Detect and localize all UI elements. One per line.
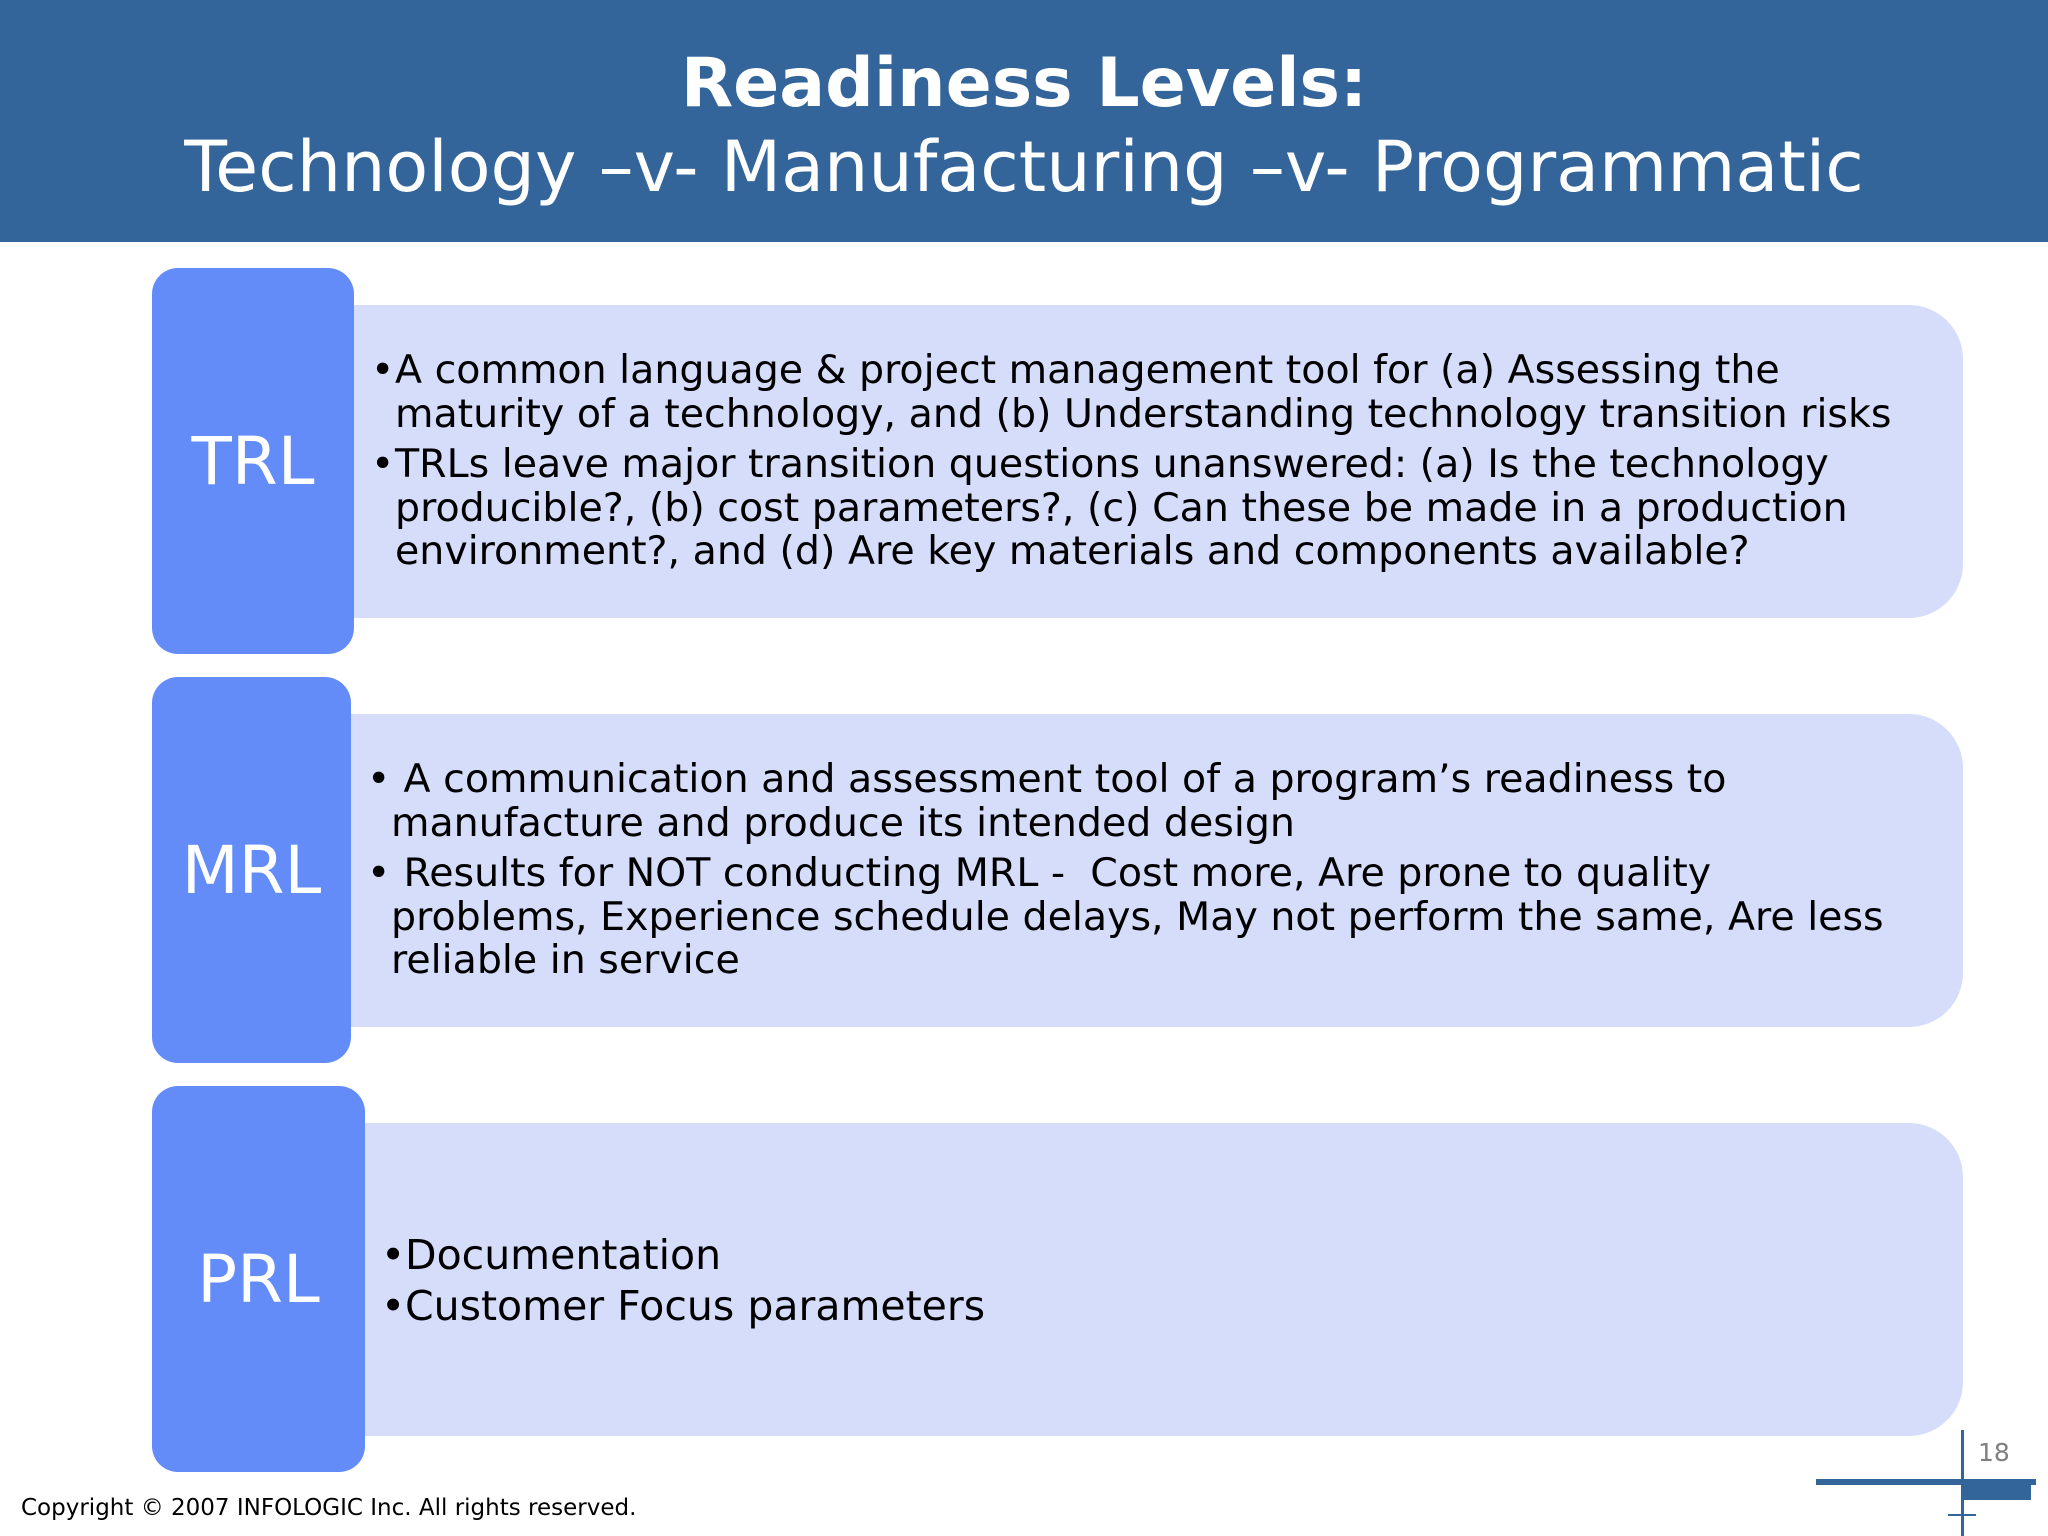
bullet-line: maturity of a technology, and (b) Understanding technology transition risks xyxy=(395,390,1892,437)
bullet-line: TRLs leave major transition questions unanswered: (a) Is the technology xyxy=(395,441,1829,487)
prl-bullet-list xyxy=(381,1230,986,1332)
bullet-line: producible?, (b) cost parameters?, (c) Can these be made in a production xyxy=(395,484,1848,531)
slide-subtitle: Technology –v- Manufacturing –v- Programmatic xyxy=(184,126,1864,208)
copyright-notice: Copyright © 2007 INFOLOGIC Inc. All rights reserved. xyxy=(21,1495,637,1521)
prl-bullet-1 xyxy=(381,1230,985,1281)
page-number: 18 xyxy=(1978,1438,2010,1467)
bullet-line: manufacture and produce its intended design xyxy=(391,799,1295,846)
prl-bullet-2 xyxy=(381,1281,986,1332)
bullet-line: Results for NOT conducting MRL - Cost more, Are prone to quality xyxy=(391,850,1712,896)
mrl-bullet-1 xyxy=(367,756,1884,846)
bullet-icon: • xyxy=(381,1231,406,1279)
footer-decoration-tick xyxy=(1948,1514,1976,1516)
slide-title: Readiness Levels: xyxy=(680,44,1368,123)
bullet-line: A communication and assessment tool of a program’s readiness to xyxy=(391,756,1727,802)
prl-label: PRL xyxy=(197,1240,320,1318)
bullet-line: reliable in service xyxy=(391,937,740,983)
prl-label-tab xyxy=(152,1086,365,1472)
slide-header xyxy=(0,0,2048,242)
mrl-label: MRL xyxy=(181,831,322,909)
trl-bullet-list xyxy=(371,347,1892,581)
trl-label: TRL xyxy=(191,422,315,500)
bullet-line: A common language & project management tool for (a) Assessing the xyxy=(395,347,1780,393)
mrl-label-tab xyxy=(152,677,351,1063)
bullet-icon: • xyxy=(381,1282,406,1330)
trl-bullet-1 xyxy=(371,347,1892,437)
bullet-icon: • xyxy=(367,850,391,896)
mrl-bullet-2 xyxy=(367,850,1884,983)
bullet-icon: • xyxy=(367,756,391,802)
mrl-bullet-list xyxy=(367,756,1884,990)
trl-bullet-2 xyxy=(371,441,1891,574)
footer-decoration-block xyxy=(1963,1482,2031,1500)
bullet-icon: • xyxy=(371,347,395,393)
trl-label-tab xyxy=(152,268,354,654)
bullet-line: Documentation xyxy=(405,1231,722,1279)
bullet-line: problems, Experience schedule delays, May not perform the same, Are less xyxy=(391,893,1884,940)
bullet-line: Customer Focus parameters xyxy=(405,1282,986,1330)
bullet-line: environment?, and (d) Are key materials and components available? xyxy=(395,528,1750,574)
bullet-icon: • xyxy=(371,441,395,487)
